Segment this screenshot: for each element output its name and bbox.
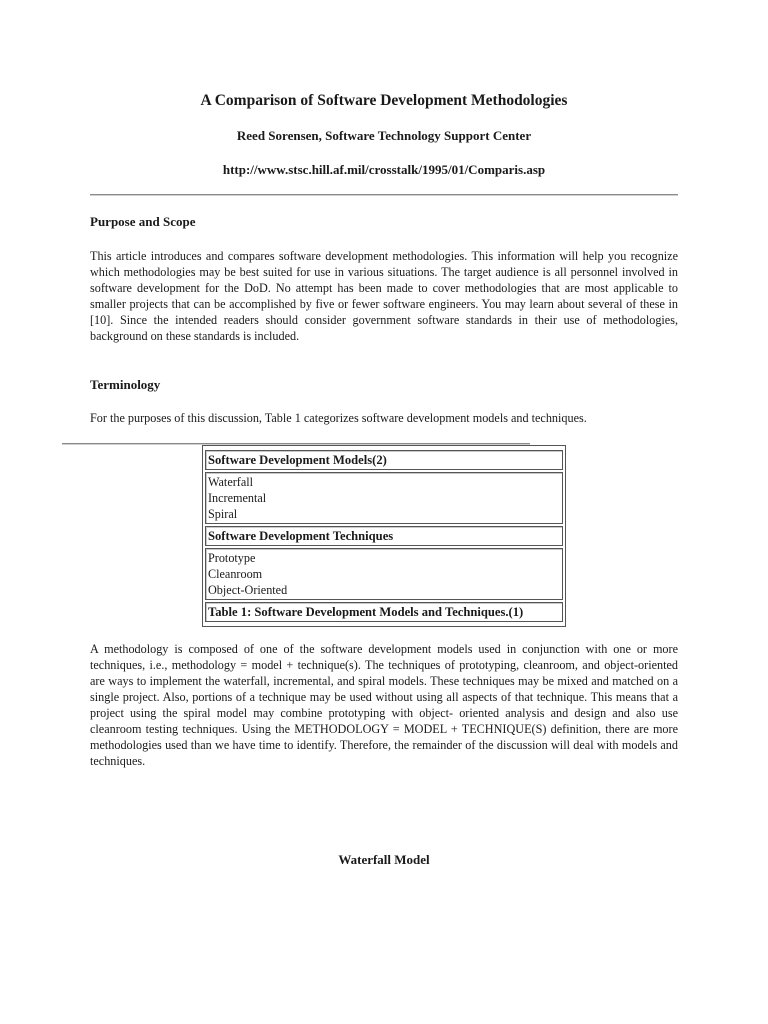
purpose-paragraph: This article introduces and compares software development methodologies. This information will help you recognize which methodologies may be best suited for use in various situations. The target audience is all personnel involved in software development for the DoD. No attempt has been made to cover methodologies that are most applicable to smaller projects that can be accomplished by five or fewer software engineers. You may learn about several of these in [10]. Since the intended readers should consider government software standards in their use of methodologies, background on these standards is included. bbox=[90, 249, 678, 343]
document-author: Reed Sorensen, Software Technology Support Center bbox=[236, 128, 532, 143]
document-url: http://www.stsc.hill.af.mil/crosstalk/1995/01/Comparis.asp bbox=[222, 162, 546, 177]
terminology-intro: For the purposes of this discussion, Table 1 categorizes software development models and techniques. bbox=[90, 411, 587, 425]
models-header-cell: Software Development Models(2) bbox=[205, 450, 563, 470]
purpose-heading: Purpose and Scope bbox=[90, 214, 196, 229]
techniques-list-cell bbox=[205, 548, 563, 600]
table-caption-cell: Table 1: Software Development Models and Techniques.(1) bbox=[205, 602, 563, 622]
methodology-paragraph: A methodology is composed of one of the software development models used in conjunction with one or more techniques, i.e., methodology = model + technique(s). The techniques of prototyping, cleanroom, and object-oriented are ways to implement the waterfall, incremental, and spiral models. These techniques may be mixed and matched on a single project. Also, portions of a technique may be used without using all aspects of that technique. This means that a project using the spiral model may combine prototyping with object- oriented analysis and design and also use cleanroom testing techniques. Using the METHODOLOGY = MODEL + TECHNIQUE(S) definition, there are more methodologies used than we have time to identify. Therefore, the remainder of the discussion will deal with models and techniques. bbox=[90, 642, 678, 768]
techniques-header-cell: Software Development Techniques bbox=[205, 526, 563, 546]
models-list-cell bbox=[205, 472, 563, 524]
table-1 bbox=[202, 445, 566, 627]
technique-prototype: Prototype bbox=[208, 551, 256, 565]
horizontal-rule bbox=[90, 194, 678, 196]
document-title: A Comparison of Software Development Methodologies bbox=[200, 92, 568, 109]
model-waterfall: Waterfall bbox=[208, 475, 254, 489]
waterfall-heading: Waterfall Model bbox=[338, 852, 430, 867]
technique-object-oriented: Object-Oriented bbox=[208, 583, 288, 597]
model-incremental: Incremental bbox=[208, 491, 267, 505]
terminology-heading: Terminology bbox=[90, 377, 161, 392]
technique-cleanroom: Cleanroom bbox=[208, 567, 263, 581]
model-spiral: Spiral bbox=[208, 507, 238, 521]
